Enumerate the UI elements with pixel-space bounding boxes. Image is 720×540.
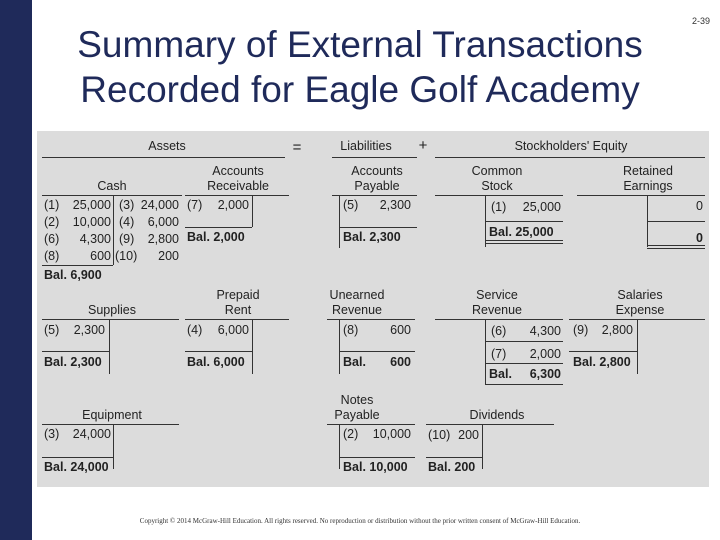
equipment-balance: Bal. 24,000 [44, 460, 109, 474]
equity-header-rule [435, 157, 705, 158]
page-number: 2-39 [692, 16, 711, 26]
equals-sign: = [292, 139, 302, 156]
liabilities-header: Liabilities [340, 139, 392, 153]
accounts-payable-balance: Bal. 2,300 [343, 230, 401, 244]
assets-header-rule [42, 157, 285, 158]
service-revenue-balance: 6,300 [529, 367, 561, 381]
accounts-receivable-balance: Bal. 2,000 [187, 230, 245, 244]
supplies-balance: Bal. 2,300 [44, 355, 102, 369]
prepaid-rent-balance: Bal. 6,000 [187, 355, 245, 369]
sidebar-bar [0, 0, 32, 540]
assets-header: Assets [148, 139, 186, 153]
unearned-revenue-balance-label: Bal. [343, 355, 366, 369]
equity-header: Stockholders' Equity [514, 139, 628, 153]
title-line-2: Recorded for Eagle Golf Academy [80, 69, 640, 110]
liabilities-header-rule [332, 157, 417, 158]
retained-earnings-balance: 0 [696, 231, 703, 245]
cash-title: Cash [97, 179, 127, 193]
common-stock-balance: Bal. 25,000 [489, 225, 554, 239]
service-revenue-balance-label: Bal. [489, 367, 512, 381]
t-accounts-panel: Assets = Liabilities + Stockholders' Equity Cash (1) 25,000 (2) 10,000 (6) 4,300 (8) 600 (3) 24,000 (4) 6,000 (9) 2,800 (10) 200 Bal. 6,900 Accounts Receivable (7) 2,000 Bal. 2,000 Accounts Payable (5) 2,300 Bal. 2,300 Common Stock (1) 25,000 Bal. 25,000 Retained Earnings 0 0 Supplies (5) 2,300 Bal. 2,300 Prepaid Rent (4) 6,000 Bal. 6,000 Unearned Revenue (8) 600 Bal. 600 Service Revenue (6) 4,300 (7) 2,000 Bal. 6,300 Salaries Expense (9) 2,800 Bal. 2,800 Equipment (3) 24,000 Bal. 24,000 Notes Payable (2) 10,000 Bal. 10,000 Dividends (10) 200 Bal. 200 [37, 131, 709, 487]
notes-payable-balance: Bal. 10,000 [343, 460, 408, 474]
salaries-expense-balance: Bal. 2,800 [573, 355, 631, 369]
cash-balance: Bal. 6,900 [44, 268, 102, 282]
plus-sign: + [418, 137, 428, 154]
copyright-notice: Copyright © 2014 McGraw-Hill Education. All rights reserved. No reproduction or distribution without the prior written consent of McGraw-Hill Education. [139, 517, 581, 525]
slide-title [40, 22, 680, 112]
dividends-balance: Bal. 200 [428, 460, 476, 474]
unearned-revenue-balance: 600 [390, 355, 411, 369]
title-line-1: Summary of External Transactions [77, 24, 643, 65]
